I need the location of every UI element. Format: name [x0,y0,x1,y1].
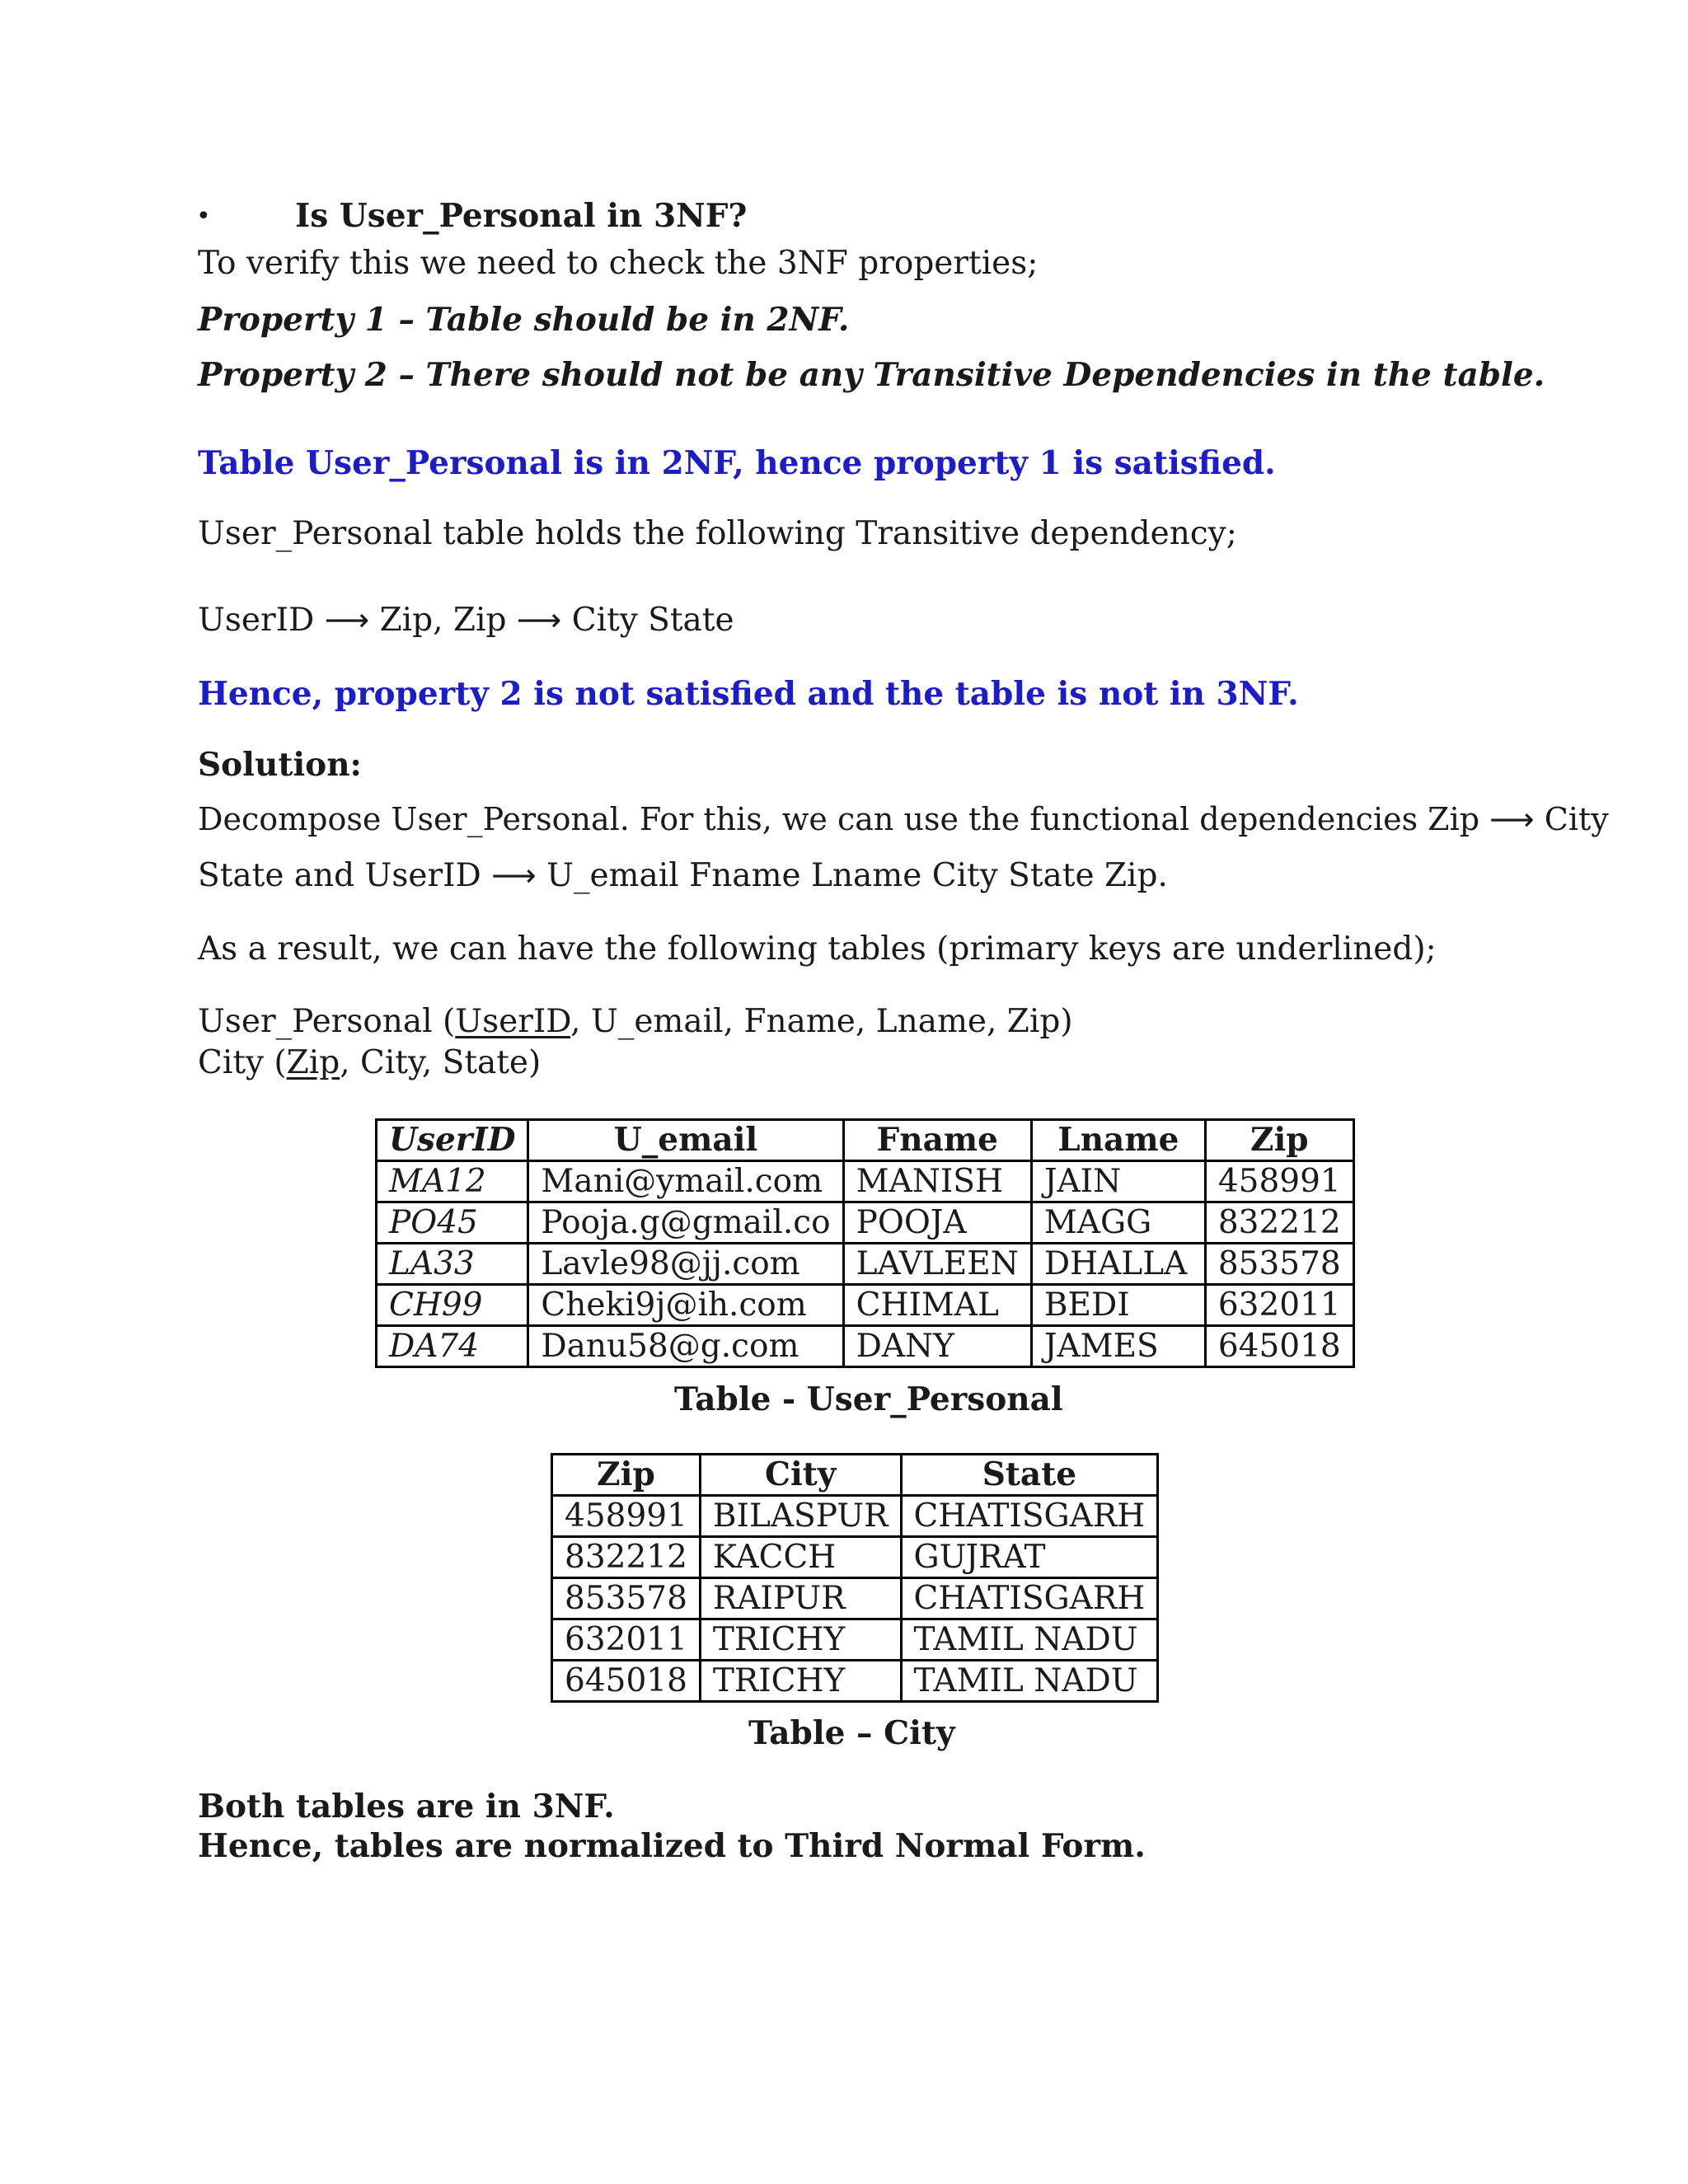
table-row [552,1661,1158,1702]
header-fname: Fname [843,1120,1031,1161]
cell-lname: DHALLA [1031,1244,1205,1285]
cell-u-email: Pooja.g@gmail.co [528,1202,843,1244]
cell-zip: 458991 [552,1496,701,1537]
cell-city: RAIPUR [700,1578,901,1619]
header-city: City [700,1455,901,1496]
transitive-dependency [198,600,734,640]
cell-zip: 645018 [1205,1326,1353,1367]
schema2-pre: City ( [198,1044,287,1081]
table-row [377,1161,1354,1202]
city-caption: Table – City [748,1714,955,1752]
solution-heading: Solution: [198,746,362,784]
cell-zip: 832212 [552,1537,701,1578]
schema2-post: , City, State) [340,1044,542,1081]
solution-line-1 [198,799,1609,839]
user-personal-table [375,1118,1355,1368]
arrow-icon: ⟶ [491,857,537,893]
bullet-icon: • [196,202,211,231]
result-text: As a result, we can have the following tables (primary keys are underlined); [198,930,1437,968]
cell-zip: 645018 [552,1661,701,1702]
cell-state: CHATISGARH [901,1578,1158,1619]
arrow-icon: ⟶ [516,602,562,638]
statement-2nf: Table User_Personal is in 2NF, hence property 1 is satisfied. [198,444,1276,482]
cell-u-email: Lavle98@jj.com [528,1244,843,1285]
question-heading: Is User_Personal in 3NF? [295,197,748,235]
transitive-intro: User_Personal table holds the following Transitive dependency; [198,515,1237,552]
table-row [552,1578,1158,1619]
cell-userid: LA33 [377,1244,528,1285]
header-state: State [901,1455,1158,1496]
cell-zip: 832212 [1205,1202,1353,1244]
arrow-icon: ⟶ [1489,801,1535,837]
property-2: Property 2 – There should not be any Transitive Dependencies in the table. [198,356,1545,394]
closing-line-2: Hence, tables are normalized to Third Normal Form. [198,1827,1146,1865]
cell-city: KACCH [700,1537,901,1578]
cell-fname: POOJA [843,1202,1031,1244]
cell-city: TRICHY [700,1661,901,1702]
cell-userid: PO45 [377,1202,528,1244]
arrow-icon: ⟶ [324,602,370,638]
dep-userid: UserID [198,602,315,639]
verify-text: To verify this we need to check the 3NF properties; [198,245,1039,282]
cell-zip: 632011 [1205,1285,1353,1326]
header-userid: UserID [377,1120,528,1161]
table-row [552,1537,1158,1578]
cell-zip: 853578 [1205,1244,1353,1285]
cell-userid: CH99 [377,1285,528,1326]
dep-city-state: City State [571,602,734,639]
header-lname: Lname [1031,1120,1205,1161]
schema1-post: , U_email, Fname, Lname, Zip) [570,1003,1073,1040]
dep-zip: Zip, Zip [379,602,507,639]
solution-line-2 [198,855,1168,896]
solution-text-1-end: City [1544,801,1609,837]
cell-u-email: Mani@ymail.com [528,1161,843,1202]
cell-userid: MA12 [377,1161,528,1202]
city-table [551,1453,1159,1703]
closing-line-1: Both tables are in 3NF. [198,1788,615,1825]
property-1: Property 1 – Table should be in 2NF. [198,301,850,339]
schema2-primary-key: Zip [286,1044,340,1081]
cell-zip: 632011 [552,1619,701,1661]
cell-fname: CHIMAL [843,1285,1031,1326]
schema-user-personal [198,1002,1073,1042]
cell-zip: 853578 [552,1578,701,1619]
cell-fname: LAVLEEN [843,1244,1031,1285]
header-u-email: U_email [528,1120,843,1161]
cell-state: CHATISGARH [901,1496,1158,1537]
user-personal-caption: Table - User_Personal [674,1380,1063,1418]
table-header-row [552,1455,1158,1496]
header-zip: Zip [1205,1120,1353,1161]
cell-city: TRICHY [700,1619,901,1661]
table-header-row [377,1120,1354,1161]
header-zip: Zip [552,1455,701,1496]
cell-fname: MANISH [843,1161,1031,1202]
table-row [377,1244,1354,1285]
solution-text-2a: State and UserID [198,857,481,894]
cell-lname: JAIN [1031,1161,1205,1202]
table-row [377,1202,1354,1244]
cell-state: TAMIL NADU [901,1661,1158,1702]
solution-text-1: Decompose User_Personal. For this, we can use the functional dependencies Zip [198,801,1480,837]
solution-text-2b: U_email Fname Lname City State Zip. [546,857,1168,894]
cell-state: TAMIL NADU [901,1619,1158,1661]
cell-state: GUJRAT [901,1537,1158,1578]
schema1-pre: User_Personal ( [198,1003,456,1040]
table-row [377,1326,1354,1367]
schema1-primary-key: UserID [455,1003,571,1040]
cell-fname: DANY [843,1326,1031,1367]
cell-city: BILASPUR [700,1496,901,1537]
cell-u-email: Danu58@g.com [528,1326,843,1367]
cell-u-email: Cheki9j@ih.com [528,1285,843,1326]
cell-lname: JAMES [1031,1326,1205,1367]
cell-lname: MAGG [1031,1202,1205,1244]
table-row [552,1619,1158,1661]
table-row [377,1285,1354,1326]
cell-userid: DA74 [377,1326,528,1367]
table-row [552,1496,1158,1537]
cell-zip: 458991 [1205,1161,1353,1202]
schema-city [198,1043,541,1083]
conclusion-not-3nf: Hence, property 2 is not satisfied and the table is not in 3NF. [198,675,1299,713]
cell-lname: BEDI [1031,1285,1205,1326]
